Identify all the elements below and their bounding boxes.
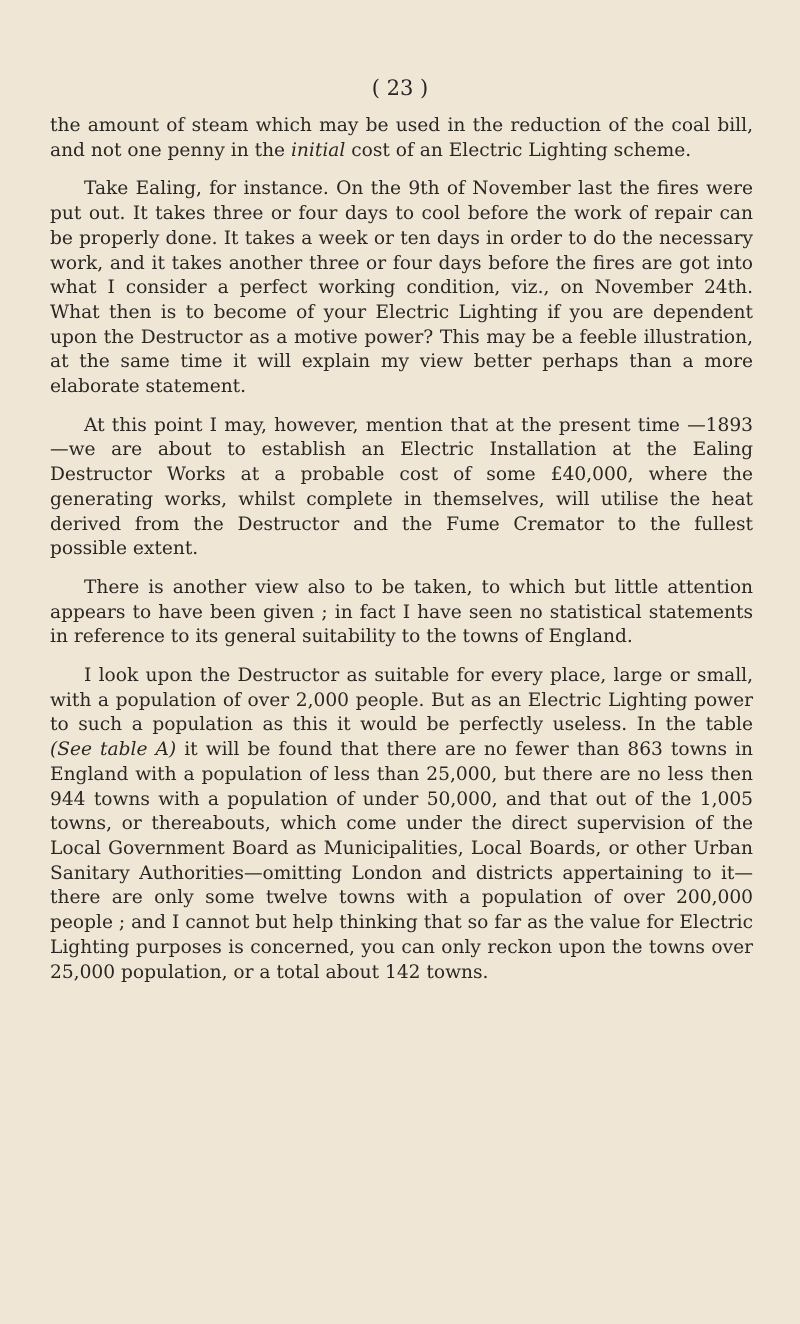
paragraph — [50, 576, 753, 650]
paragraph — [50, 177, 753, 399]
paragraph-text: Take Ealing, for instance. On the 9th of November last the fires were put out. It takes three or four days to cool before the work of repair can be properly done. It takes a week or ten days in order to do the necessary work, and it takes another three or four days before the fires are got into what I consider a perfect working condition, viz., on November 24th. What then is to become of your Electric Lighting if you are dependent upon the Destructor as a motive power? This may be a feeble illustration, at the same time it will explain my view better perhaps than a more elaborate statement. — [50, 178, 753, 398]
italic-text: (See table A) — [50, 739, 177, 761]
paragraph — [50, 414, 753, 562]
paragraph-text: the amount of steam which may be used in the reduction of the coal bill, and not one penny in the — [50, 115, 753, 161]
italic-text: initial — [290, 139, 346, 161]
paragraph-text: it will be found that there are no fewer than 863 towns in England with a population of less than 25,000, but there are no less then 944 towns with a population of under 50,000, and that out of the 1,005 towns, or thereabouts, which come under the direct supervision of the Local Government Board as Municipalities, Local Boards, or other Urban Sanitary Authorities—omitting London and districts appertaining to it—there are only some twelve towns with a population of over 200,000 people ; and I cannot but help thinking that so far as the value for Electric Lighting purposes is concerned, you can only reckon upon the towns over 25,000 population, or a total about 142 towns. — [50, 739, 753, 983]
paragraph-text: At this point I may, however, mention that at the present time —1893—we are about to establish an Electric Installation at the Ealing Destructor Works at a probable cost of some £40,000, where the generating works, whilst complete in themselves, will utilise the heat derived from the Destructor and the Fume Cremator to the fullest possible extent. — [50, 414, 753, 560]
page-number: ( 23 ) — [371, 76, 429, 100]
paragraph-text: There is another view also to be taken, to which but little attention appears to have been given ; in fact I have seen no statistical statements in reference to its general suitability to the towns of England. — [50, 576, 753, 648]
paragraph — [50, 114, 753, 163]
paragraph — [50, 664, 753, 985]
text-body — [50, 114, 753, 985]
paragraph-text: I look upon the Destructor as suitable for every place, large or small, with a population of over 2,000 people. But as an Electric Lighting power to such a population as this it would be perfectly useless. In the table — [50, 665, 753, 736]
paragraph-text: cost of an Electric Lighting scheme. — [345, 139, 692, 161]
